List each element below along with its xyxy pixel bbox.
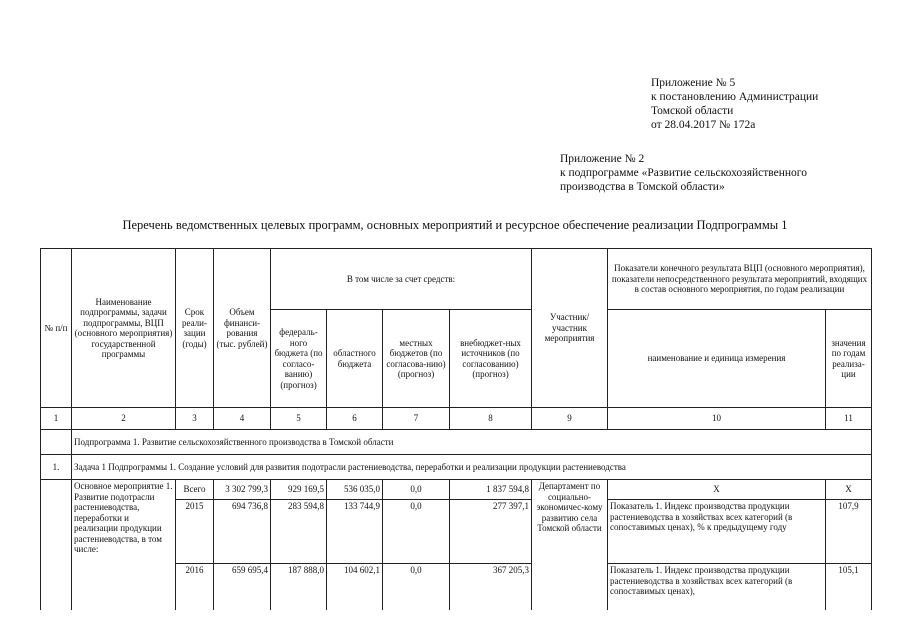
table-row bbox=[41, 480, 872, 500]
regional-cell: 133 744,9 bbox=[327, 500, 383, 564]
subprogram-row bbox=[41, 430, 872, 455]
header-term: Срок реали-зации (годы) bbox=[176, 249, 214, 408]
local-cell: 0,0 bbox=[383, 480, 450, 500]
federal-cell: 187 888,0 bbox=[271, 564, 327, 610]
indicator-name-cell: Показатель 1. Индекс производства продукции растениеводства в хозяйствах всех категорий (в сопоставимых ценах), % к предыдущему году bbox=[608, 500, 826, 564]
appendix-5-ref: к постановлению Администрации bbox=[651, 91, 819, 103]
term-cell: 2016 bbox=[176, 564, 214, 610]
indicator-name-cell: Показатель 1. Индекс производства продукции растениеводства в хозяйствах всех категорий (в сопоставимых ценах), bbox=[608, 564, 826, 610]
column-number: 6 bbox=[327, 408, 383, 430]
column-number: 3 bbox=[176, 408, 214, 430]
indicator-value-cell: 105,1 bbox=[826, 564, 872, 610]
header-num: № п/п bbox=[41, 249, 72, 408]
document-title: Перечень ведомственных целевых программ, основных мероприятий и ресурсное обеспечение реализации Подпрограммы 1 bbox=[122, 218, 788, 232]
column-number: 9 bbox=[532, 408, 608, 430]
participant-cell: Департамент по социально-экономичес-кому развитию села Томской области bbox=[532, 480, 608, 610]
regional-cell: 104 602,1 bbox=[327, 564, 383, 610]
volume-cell: 3 302 799,3 bbox=[214, 480, 271, 500]
column-number: 10 bbox=[608, 408, 826, 430]
header-indicator-name: наименование и единица измерения bbox=[608, 310, 826, 408]
federal-cell: 283 594,8 bbox=[271, 500, 327, 564]
term-cell: 2015 bbox=[176, 500, 214, 564]
appendix-2-title: Приложение № 2 bbox=[560, 153, 645, 165]
appendix-5-block bbox=[651, 76, 818, 132]
column-number: 11 bbox=[826, 408, 872, 430]
extra-cell: 277 397,1 bbox=[450, 500, 532, 564]
column-number-row bbox=[41, 408, 872, 430]
subprogram-title: Подпрограмма 1. Развитие сельскохозяйственного производства в Томской области bbox=[72, 430, 872, 455]
header-federal: федераль-ного бюджета (по согласо-ванию) (прогноз) bbox=[271, 310, 327, 408]
volume-cell: 694 736,8 bbox=[214, 500, 271, 564]
header-regional: областного бюджета bbox=[327, 310, 383, 408]
column-number: 4 bbox=[214, 408, 271, 430]
activity-num-cell bbox=[41, 480, 72, 610]
column-number: 1 bbox=[41, 408, 72, 430]
header-local: местных бюджетов (по согласова-нию) (прогноз) bbox=[383, 310, 450, 408]
extra-cell: 1 837 594,8 bbox=[450, 480, 532, 500]
task-title: Задача 1 Подпрограммы 1. Создание условий для развития подотрасли растениеводства, переработки и реализации продукции растениеводства bbox=[72, 455, 872, 480]
header-participant: Участник/ участник мероприятия bbox=[532, 249, 608, 408]
header-extra: внебюджет-ных источников (по согласованию) (прогноз) bbox=[450, 310, 532, 408]
task-num: 1. bbox=[41, 455, 72, 480]
appendix-5-region: Томской области bbox=[651, 105, 734, 117]
indicator-name-cell: X bbox=[608, 480, 826, 500]
regional-cell: 536 035,0 bbox=[327, 480, 383, 500]
local-cell: 0,0 bbox=[383, 564, 450, 610]
header-volume: Объем финанси-рования (тыс. рублей) bbox=[214, 249, 271, 408]
appendix-5-title: Приложение № 5 bbox=[651, 77, 736, 89]
column-number: 5 bbox=[271, 408, 327, 430]
appendix-2-block bbox=[560, 152, 807, 194]
local-cell: 0,0 bbox=[383, 500, 450, 564]
column-number: 2 bbox=[72, 408, 176, 430]
appendix-5-date: от 28.04.2017 № 172а bbox=[651, 119, 756, 131]
header-indicators: Показатели конечного результата ВЦП (основного мероприятия), показатели непосредственного результата мероприятий, входящих в состав основного мероприятия, по годам реализации bbox=[608, 249, 872, 310]
column-number: 7 bbox=[383, 408, 450, 430]
header-name: Наименование подпрограммы, задачи подпрограммы, ВЦП (основного мероприятия) государственной программы bbox=[72, 249, 176, 408]
resource-table bbox=[40, 248, 872, 610]
federal-cell: 929 169,5 bbox=[271, 480, 327, 500]
volume-cell: 659 695,4 bbox=[214, 564, 271, 610]
header-indicator-values: значения по годам реализа-ции bbox=[826, 310, 872, 408]
term-cell: Всего bbox=[176, 480, 214, 500]
extra-cell: 367 205,3 bbox=[450, 564, 532, 610]
indicator-value-cell: X bbox=[826, 480, 872, 500]
subprogram-num-cell bbox=[41, 430, 72, 455]
indicator-value-cell: 107,9 bbox=[826, 500, 872, 564]
appendix-2-ref-cont: производства в Томской области» bbox=[560, 181, 725, 193]
task-row bbox=[41, 455, 872, 480]
activity-name: Основное мероприятие 1. Развитие подотрасли растениеводства, переработки и реализации продукции растениеводства, в том числе: bbox=[72, 480, 176, 610]
header-including: В том числе за счет средств: bbox=[271, 249, 532, 310]
column-number: 8 bbox=[450, 408, 532, 430]
appendix-2-ref: к подпрограмме «Развитие сельскохозяйственного bbox=[560, 167, 807, 179]
